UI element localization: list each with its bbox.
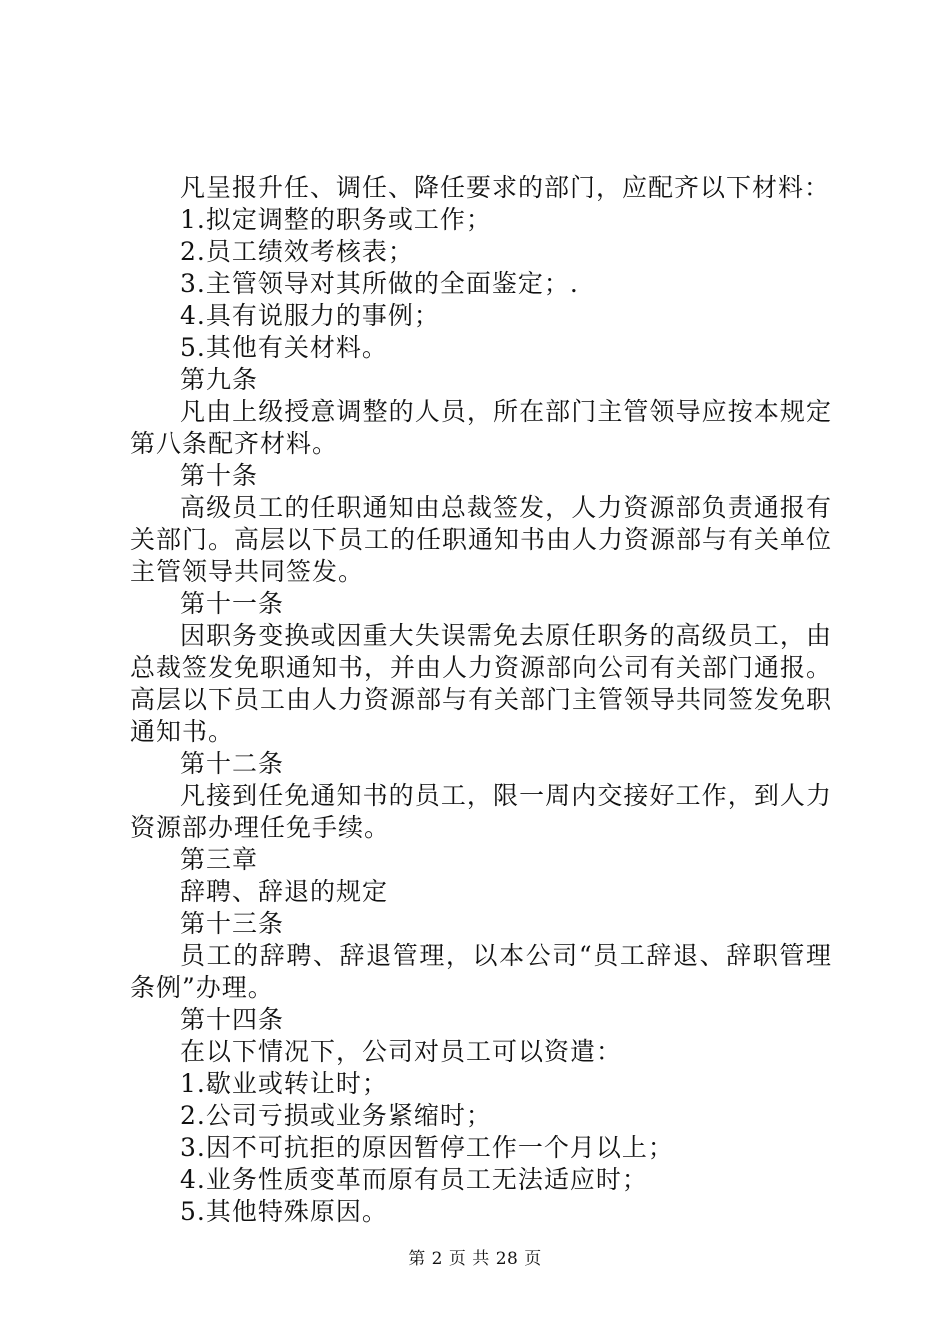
- list-item: 4.具有说服力的事例；: [180, 301, 440, 330]
- article-heading: 第十二条: [180, 749, 285, 778]
- article-paragraph: 凡由上级授意调整的人员，所在部门主管领导应按本规定第八条配齐材料。: [130, 397, 832, 458]
- article-heading: 第九条: [180, 365, 259, 394]
- list-item: 5.其他特殊原因。: [180, 1197, 388, 1226]
- list-item: 3.因不可抗拒的原因暂停工作一个月以上；: [180, 1133, 674, 1162]
- list-item: 2.公司亏损或业务紧缩时；: [180, 1101, 492, 1130]
- page-footer: [0, 1244, 950, 1269]
- list-item: 1.拟定调整的职务或工作；: [180, 205, 492, 234]
- list-item: 1.歇业或转让时；: [180, 1069, 388, 1098]
- text-line: 凡呈报升任、调任、降任要求的部门，应配齐以下材料：: [180, 173, 831, 202]
- article-heading: 第十一条: [180, 589, 285, 618]
- list-item: 5.其他有关材料。: [180, 333, 388, 362]
- article-paragraph: 高级员工的任职通知由总裁签发，人力资源部负责通报有关部门。高层以下员工的任职通知书由人力资源部与有关单位主管领导共同签发。: [130, 493, 833, 586]
- article-paragraph: 凡接到任免通知书的员工，限一周内交接好工作，到人力资源部办理任免手续。: [130, 781, 832, 842]
- article-heading: 第十条: [180, 461, 259, 490]
- page-number-label: 第 2 页 共 28 页: [408, 1249, 542, 1269]
- article-paragraph: 因职务变换或因重大失误需免去原任职务的高级员工，由总裁签发免职通知书，并由人力资源部向公司有关部门通报。高层以下员工由人力资源部与有关部门主管领导共同签发免职通知书。: [130, 621, 833, 746]
- document-body: [130, 172, 832, 1228]
- chapter-heading: 第三章: [180, 845, 259, 874]
- article-heading: 第十三条: [180, 909, 285, 938]
- article-paragraph: 员工的辞聘、辞退管理，以本公司“员工辞退、辞职管理条例”办理。: [130, 941, 832, 1002]
- text-line: 在以下情况下，公司对员工可以资遣：: [180, 1037, 623, 1066]
- list-item: 2.员工绩效考核表；: [180, 237, 414, 266]
- chapter-title: 辞聘、辞退的规定: [180, 877, 389, 906]
- list-item: 4.业务性质变革而原有员工无法适应时；: [180, 1165, 648, 1194]
- list-item: 3.主管领导对其所做的全面鉴定；.: [180, 269, 579, 298]
- article-heading: 第十四条: [180, 1005, 285, 1034]
